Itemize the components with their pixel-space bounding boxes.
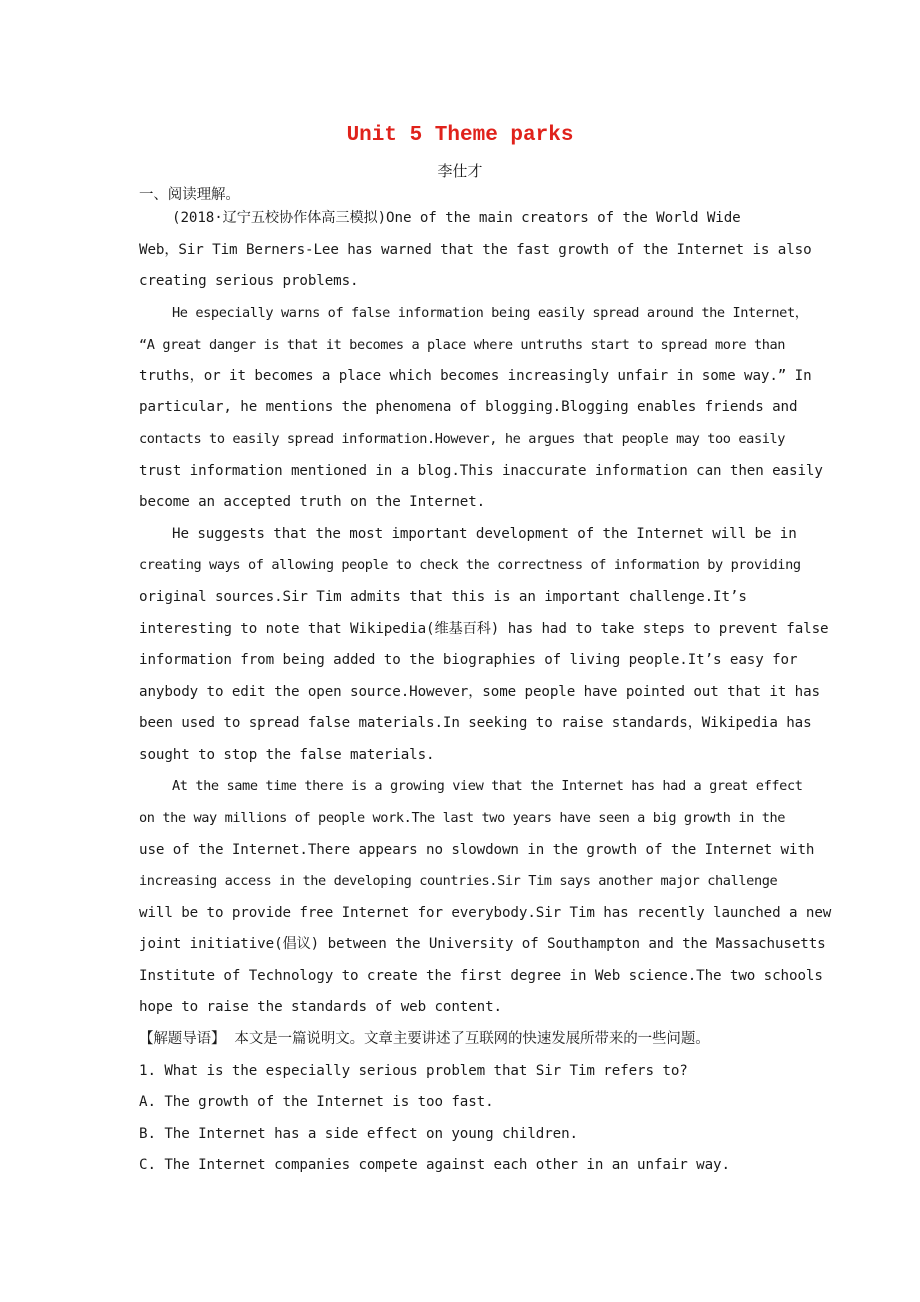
passage-line: At the same time there is a growing view that the Internet has had a great effect <box>172 778 803 794</box>
passage-line: original sources.Sir Tim admits that this is an important challenge.It’s <box>139 589 747 605</box>
unit-title: Unit 5 Theme parks <box>346 124 574 147</box>
question-option: B. The Internet has a side effect on young children. <box>139 1126 578 1142</box>
question-option: A. The growth of the Internet is too fast. <box>139 1094 494 1110</box>
passage-line: He especially warns of false information being easily spread around the Internet， <box>172 305 808 321</box>
passage-line: sought to stop the false materials. <box>139 747 435 763</box>
passage-line: particular, he mentions the phenomena of blogging.Blogging enables friends and <box>139 399 798 415</box>
passage-line: been used to spread false materials.In seeking to raise standards，Wikipedia has <box>139 715 812 731</box>
question-stem: 1. What is the especially serious problem that Sir Tim refers to? <box>139 1063 688 1079</box>
question-option: C. The Internet companies compete against each other in an unfair way. <box>139 1157 730 1173</box>
passage-line: on the way millions of people work.The last two years have seen a big growth in the <box>139 810 786 826</box>
passage-line: interesting to note that Wikipedia(维基百科) has had to take steps to prevent false <box>139 621 829 637</box>
passage-line: “A great danger is that it becomes a place where untruths start to spread more than <box>139 337 786 353</box>
passage-line: use of the Internet.There appears no slowdown in the growth of the Internet with <box>139 842 815 858</box>
passage-line: Web，Sir Tim Berners-Lee has warned that the fast growth of the Internet is also <box>139 242 812 258</box>
passage-line: Institute of Technology to create the first degree in Web science.The two schools <box>139 968 823 984</box>
passage-line: joint initiative(倡议) between the University of Southampton and the Massachusetts <box>139 936 826 952</box>
passage-line: will be to provide free Internet for everybody.Sir Tim has recently launched a new <box>139 905 832 921</box>
passage-line: creating ways of allowing people to check the correctness of information by providing <box>139 557 801 573</box>
passage-line: He suggests that the most important development of the Internet will be in <box>172 526 797 542</box>
passage-line: truths，or it becomes a place which becomes increasingly unfair in some way.” In <box>139 368 812 384</box>
passage-line: trust information mentioned in a blog.This inaccurate information can then easily <box>139 463 823 479</box>
passage-line: anybody to edit the open source.However，some people have pointed out that it has <box>139 684 820 700</box>
solution-guide: 【解题导语】 本文是一篇说明文。文章主要讲述了互联网的快速发展所带来的一些问题。 <box>139 1031 710 1047</box>
passage-line: increasing access in the developing countries.Sir Tim says another major challenge <box>139 873 778 889</box>
author-name: 李仕才 <box>437 162 483 180</box>
passage-line: hope to raise the standards of web content. <box>139 999 502 1015</box>
passage-line: information from being added to the biographies of living people.It’s easy for <box>139 652 798 668</box>
passage-line: (2018·辽宁五校协作体高三模拟)One of the main creators of the World Wide <box>172 210 741 226</box>
passage-line: contacts to easily spread information.However, he argues that people may too easily <box>139 431 786 447</box>
passage-line: creating serious problems. <box>139 273 359 289</box>
passage-line: become an accepted truth on the Internet. <box>139 494 486 510</box>
section-heading: 一、阅读理解。 <box>139 187 240 203</box>
